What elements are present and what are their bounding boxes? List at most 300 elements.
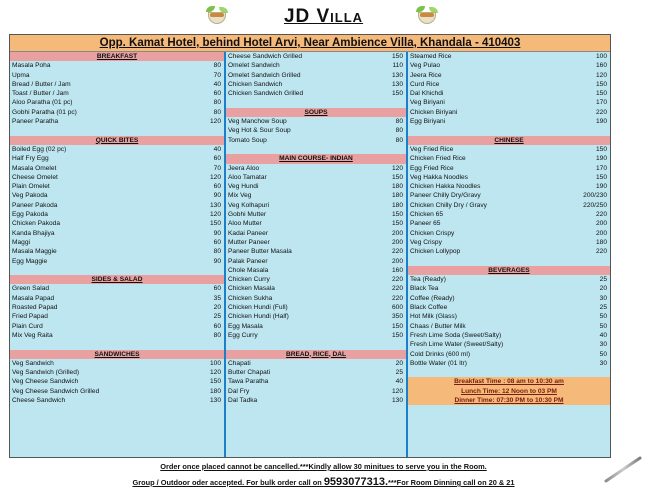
menu-item: [10, 294, 224, 303]
menu-item: [408, 350, 610, 359]
section-heading: BREAD, RICE, DAL: [226, 350, 406, 359]
page-title: JD Villa: [283, 6, 364, 27]
menu-item-price: 120: [209, 369, 221, 377]
menu-item-price: 350: [391, 313, 403, 321]
menu-item: [226, 396, 406, 405]
menu-item-price: 150: [595, 80, 607, 88]
menu-item-name: Masala Maggie: [12, 248, 57, 256]
menu-item-price: 60: [213, 322, 221, 330]
menu-item-price: 30: [599, 359, 607, 367]
menu-item: [10, 322, 224, 331]
menu-item-price: 150: [391, 331, 403, 339]
menu-item: [10, 229, 224, 238]
footer-note-bulk-order: [0, 476, 647, 488]
menu-item-name: Chicken Hundi (Full): [228, 304, 288, 312]
menu-item: [10, 89, 224, 98]
menu-item-name: Maggi: [12, 238, 30, 246]
menu-item-price: 150: [391, 173, 403, 181]
menu-item-price: 220: [391, 248, 403, 256]
menu-item-name: Veg Biriyani: [410, 99, 445, 107]
address-bar: Opp. Kamat Hotel, behind Hotel Arvi, Near Ambience Villa, Khandala - 410403: [10, 35, 610, 52]
menu-item-name: Veg Pakoda: [12, 192, 48, 200]
section-heading: QUICK BITES: [10, 136, 224, 145]
menu-item-price: 60: [213, 238, 221, 246]
menu-item-name: Chicken Hakka Noodles: [410, 183, 481, 191]
menu-item-price: 150: [209, 220, 221, 228]
menu-item-price: 160: [391, 266, 403, 274]
menu-item: [226, 80, 406, 89]
menu-item-name: Black Coffee: [410, 304, 448, 312]
menu-item-name: Kadai Paneer: [228, 229, 268, 237]
menu-item: [226, 229, 406, 238]
menu-item: [226, 182, 406, 191]
section-heading: SANDWICHES: [10, 350, 224, 359]
menu-item: [10, 98, 224, 107]
menu-item: [10, 154, 224, 163]
menu-item-name: Chicken Masala: [228, 285, 275, 293]
menu-item: [10, 145, 224, 154]
menu-item-name: Veg Sandwich (Grilled): [12, 369, 80, 377]
menu-item-name: Dal Fry: [228, 387, 250, 395]
menu-item-price: 120: [391, 164, 403, 172]
menu-item-price: 180: [391, 192, 403, 200]
menu-item-name: Egg Masala: [228, 322, 263, 330]
menu-item-price: 180: [209, 387, 221, 395]
menu-item-name: Upma: [12, 71, 30, 79]
menu-item-name: Veg Hot & Sour Soup: [228, 127, 291, 135]
spacer-row: [10, 340, 224, 349]
menu-item-price: 130: [209, 396, 221, 404]
menu-item-price: 200: [391, 229, 403, 237]
menu-item-name: Chicken 65: [410, 211, 443, 219]
menu-item-name: Masala Omelet: [12, 164, 57, 172]
menu-item: [226, 368, 406, 377]
menu-item: [408, 210, 610, 219]
menu-item: [408, 322, 610, 331]
menu-item: [10, 238, 224, 247]
menu-item-price: 150: [595, 90, 607, 98]
menu-item-name: Jeera Aloo: [228, 164, 260, 172]
menu-item: [408, 294, 610, 303]
menu-item-price: 150: [391, 322, 403, 330]
menu-item-name: Boiled Egg (02 pc): [12, 145, 67, 153]
menu-item-price: 220/250: [583, 201, 607, 209]
service-time: Breakfast Time : 08 am to 10:30 am: [408, 377, 610, 386]
menu-item: [408, 201, 610, 210]
menu-item-price: 40: [213, 80, 221, 88]
menu-item-name: Gobhi Mutter: [228, 211, 267, 219]
menu-item: [408, 340, 610, 349]
menu-item: [10, 396, 224, 405]
menu-item-price: 170: [595, 164, 607, 172]
menu-item-name: Chicken Pakoda: [12, 220, 61, 228]
menu-item-price: 80: [395, 136, 403, 144]
menu-item-price: 25: [599, 304, 607, 312]
menu-item-name: Cheese Sandwich: [12, 396, 66, 404]
menu-item: [10, 387, 224, 396]
menu-item-name: Green Salad: [12, 285, 50, 293]
menu-item-name: Masala Poha: [12, 62, 51, 70]
menu-item-name: Cold Drinks (600 ml): [410, 350, 471, 358]
menu-item: [10, 284, 224, 293]
menu-item: [10, 331, 224, 340]
menu-item: [408, 71, 610, 80]
menu-item-name: Fresh Lime Soda (Sweet/Salty): [410, 331, 502, 339]
menu-item-price: 200: [391, 257, 403, 265]
menu-item: [10, 71, 224, 80]
menu-item-name: Egg Fried Rice: [410, 164, 454, 172]
menu-item-price: 150: [595, 145, 607, 153]
section-heading: SOUPS: [226, 108, 406, 117]
menu-item-name: Chicken Sukha: [228, 294, 273, 302]
menu-item-price: 190: [595, 155, 607, 163]
menu-item-name: Paneer 65: [410, 220, 441, 228]
menu-item: [408, 238, 610, 247]
menu-item-name: Chicken Sandwich: [228, 80, 283, 88]
menu-item-price: 30: [599, 294, 607, 302]
menu-item-name: Chicken Hundi (Half): [228, 313, 289, 321]
menu-item-name: Jeera Rice: [410, 71, 442, 79]
menu-item-name: Dal Khichdi: [410, 90, 444, 98]
menu-item-name: Steamed Rice: [410, 53, 452, 60]
menu-item-name: Tomato Soup: [228, 136, 267, 144]
menu-item-name: Bread / Butter / Jam: [12, 80, 71, 88]
menu-item-name: Chapati: [228, 359, 251, 367]
menu-item-price: 220: [595, 108, 607, 116]
menu-item-price: 70: [213, 71, 221, 79]
menu-item-price: 600: [391, 304, 403, 312]
menu-item-price: 80: [213, 99, 221, 107]
menu-item: [226, 266, 406, 275]
menu-item: [10, 117, 224, 126]
footer-room-dining-text: ***For Room Dinning call on 20 & 21: [388, 478, 515, 487]
menu-item-name: Chicken Chilly Dry / Gravy: [410, 201, 487, 209]
menu-item: [226, 219, 406, 228]
menu-item: [10, 368, 224, 377]
menu-item-price: 50: [599, 350, 607, 358]
menu-item-price: 130: [209, 201, 221, 209]
menu-item-name: Egg Biriyani: [410, 118, 446, 126]
menu-item: [408, 284, 610, 293]
menu-item-price: 40: [599, 331, 607, 339]
menu-item: [408, 312, 610, 321]
menu-item: [10, 219, 224, 228]
menu-item: [226, 387, 406, 396]
section-heading: BEVERAGES: [408, 266, 610, 275]
menu-item-price: 220: [595, 211, 607, 219]
menu-item: [10, 201, 224, 210]
menu-item: [408, 98, 610, 107]
service-time: Lunch Time: 12 Noon to 03 PM: [408, 387, 610, 396]
menu-item-name: Veg Sandwich: [12, 359, 54, 367]
menu-item-name: Tawa Paratha: [228, 378, 269, 386]
menu-item: [408, 191, 610, 200]
menu-item: [10, 182, 224, 191]
menu-item: [226, 201, 406, 210]
menu-item: [226, 331, 406, 340]
menu-item: [10, 257, 224, 266]
menu-item-name: Plain Omelet: [12, 183, 50, 191]
menu-item-name: Chicken Biriyani: [410, 108, 458, 116]
spacer-row: [408, 126, 610, 135]
menu-item-price: 50: [599, 322, 607, 330]
section-heading: MAIN COURSE- INDIAN: [226, 154, 406, 163]
menu-item-price: 200: [595, 220, 607, 228]
menu-item-price: 30: [599, 341, 607, 349]
menu-item: [10, 312, 224, 321]
menu-item-name: Cheese Omelet: [12, 173, 58, 181]
menu-item-name: Chicken Fried Rice: [410, 155, 466, 163]
menu-item: [226, 136, 406, 145]
menu-item-price: 180: [391, 183, 403, 191]
menu-item-name: Egg Pakoda: [12, 211, 48, 219]
menu-item-price: 150: [391, 90, 403, 98]
menu-item-name: Half Fry Egg: [12, 155, 49, 163]
menu-item-price: 170: [595, 99, 607, 107]
menu-item-name: Chicken Sandwich Grilled: [228, 90, 304, 98]
menu-item-price: 200/230: [583, 192, 607, 200]
menu-item: [408, 229, 610, 238]
phone-number[interactable]: 9593077313.: [323, 476, 389, 488]
menu-item-name: Cheese Sandwich Grilled: [228, 53, 303, 60]
menu-item: [226, 359, 406, 368]
menu-item-price: 60: [213, 90, 221, 98]
menu-item-name: Fried Papad: [12, 313, 48, 321]
menu-item-price: 25: [213, 313, 221, 321]
menu-item-name: Tea (Ready): [410, 276, 446, 284]
menu-item: [10, 173, 224, 182]
menu-item-name: Coffee (Ready): [410, 294, 455, 302]
menu-item: [226, 284, 406, 293]
footer-bulk-text: Group / Outdoor oder accepted. For bulk order call on: [132, 478, 324, 487]
menu-item-price: 150: [391, 53, 403, 60]
menu-item: [10, 191, 224, 200]
menu-item-name: Curd Rice: [410, 80, 440, 88]
menu-item-price: 80: [213, 108, 221, 116]
menu-item-name: Palak Paneer: [228, 257, 268, 265]
menu-item-price: 220: [391, 276, 403, 284]
menu-item-price: 50: [599, 313, 607, 321]
menu-item: [10, 80, 224, 89]
menu-item-price: 40: [395, 378, 403, 386]
menu-item: [226, 238, 406, 247]
menu-item-price: 100: [595, 53, 607, 60]
menu-item-price: 80: [395, 118, 403, 126]
menu-item-price: 120: [209, 211, 221, 219]
menu-item: [408, 108, 610, 117]
menu-item-price: 120: [595, 71, 607, 79]
menu-item-name: Mix Veg Raita: [12, 331, 53, 339]
menu-item-name: Black Tea: [410, 285, 439, 293]
menu-item-price: 100: [209, 359, 221, 367]
menu-item-name: Egg Curry: [228, 331, 258, 339]
menu-item: [10, 210, 224, 219]
section-heading: SIDES & SALAD: [10, 275, 224, 284]
menu-item: [226, 117, 406, 126]
menu-item-name: Paneer Paratha: [12, 118, 59, 126]
menu-item-price: 60: [213, 155, 221, 163]
menu-item: [226, 210, 406, 219]
menu-item-price: 90: [213, 257, 221, 265]
menu-item: [408, 61, 610, 70]
menu-item-price: 150: [391, 211, 403, 219]
menu-column-2: [226, 52, 406, 457]
menu-item: [408, 117, 610, 126]
menu-item-name: Mutter Paneer: [228, 238, 270, 246]
menu-item: [408, 154, 610, 163]
menu-item-name: Paneer Butter Masala: [228, 248, 292, 256]
menu-item-price: 150: [391, 220, 403, 228]
menu-item-name: Veg Pulao: [410, 62, 441, 70]
menu-item-name: Veg Cheese Sandwich Grilled: [12, 387, 100, 395]
menu-item: [226, 322, 406, 331]
menu-item: [408, 219, 610, 228]
menu-item-name: Dal Tadka: [228, 396, 258, 404]
section-heading: BREAKFAST: [10, 52, 224, 61]
menu-item-name: Fresh Lime Water (Sweet/Salty): [410, 341, 504, 349]
menu-item-name: Masala Papad: [12, 294, 55, 302]
menu-item-price: 25: [599, 276, 607, 284]
menu-item-price: 60: [213, 285, 221, 293]
menu-item-name: Mix Veg: [228, 192, 252, 200]
menu-item-name: Butter Chapati: [228, 369, 271, 377]
menu-item-name: Veg Kolhapuri: [228, 201, 270, 209]
section-heading: CHINESE: [408, 136, 610, 145]
menu-item-name: Aloo Mutter: [228, 220, 262, 228]
menu-item-price: 60: [213, 183, 221, 191]
spacer-row: [226, 145, 406, 154]
menu-item-price: 70: [213, 164, 221, 172]
menu-item: [226, 303, 406, 312]
menu-item-price: 160: [595, 62, 607, 70]
spacer-row: [408, 368, 610, 377]
menu-item-price: 20: [213, 304, 221, 312]
menu-item-name: Veg Cheese Sandwich: [12, 378, 79, 386]
menu-item-price: 220: [595, 248, 607, 256]
tea-cup-icon: [415, 6, 441, 26]
menu-item: [226, 173, 406, 182]
menu-item: [10, 164, 224, 173]
menu-item-price: 20: [395, 359, 403, 367]
menu-item: [408, 275, 610, 284]
menu-item-price: 130: [391, 71, 403, 79]
menu-column-1: [10, 52, 224, 457]
menu-item-name: Veg Fried Rice: [410, 145, 454, 153]
menu-item-price: 40: [213, 145, 221, 153]
menu-item-name: Chicken Curry: [228, 276, 270, 284]
menu-item-price: 130: [391, 396, 403, 404]
menu-item: [226, 294, 406, 303]
menu-item: [226, 164, 406, 173]
menu-item-name: Veg Crispy: [410, 238, 442, 246]
menu-item-name: Bottle Water (01 ltr): [410, 359, 467, 367]
menu-item-price: 80: [213, 331, 221, 339]
menu-item: [10, 108, 224, 117]
spacer-row: [10, 126, 224, 135]
header: [0, 0, 647, 34]
spacer-row: [408, 257, 610, 266]
menu-item-name: Toast / Butter / Jam: [12, 90, 69, 98]
menu-item-price: 180: [391, 201, 403, 209]
menu-item-price: 190: [595, 118, 607, 126]
menu-item: [408, 303, 610, 312]
menu-item: [226, 52, 406, 61]
menu-item-price: 80: [213, 248, 221, 256]
menu-item: [408, 164, 610, 173]
menu-item-price: 35: [213, 294, 221, 302]
menu-item-price: 80: [213, 62, 221, 70]
menu-item-name: Paneer Pakoda: [12, 201, 58, 209]
menu-item-price: 200: [391, 238, 403, 246]
menu-item-price: 25: [395, 369, 403, 377]
service-time: Dinner Time: 07:30 PM to 10:30 PM: [408, 396, 610, 405]
menu-item: [226, 126, 406, 135]
spacer-row: [226, 98, 406, 107]
menu-item-name: Veg Manchow Soup: [228, 118, 287, 126]
menu-item: [226, 275, 406, 284]
footer-note-cancellation: Order once placed cannot be cancelled.***Kindly allow 30 minitues to serve you in the Room.: [160, 462, 487, 471]
menu-item: [10, 377, 224, 386]
menu-item: [408, 89, 610, 98]
menu-item: [226, 191, 406, 200]
menu-item-price: 220: [391, 294, 403, 302]
menu-item: [408, 182, 610, 191]
menu-item-price: 150: [595, 173, 607, 181]
menu-item: [10, 303, 224, 312]
menu-item: [10, 247, 224, 256]
spacer-row: [10, 266, 224, 275]
menu-item-price: 180: [595, 238, 607, 246]
menu-item: [226, 89, 406, 98]
menu-item-price: 190: [595, 183, 607, 191]
menu-item-price: 90: [213, 192, 221, 200]
menu-item-price: 200: [595, 229, 607, 237]
menu-item: [226, 377, 406, 386]
menu-item: [408, 80, 610, 89]
menu-item-name: Omelet Sandwich: [228, 62, 280, 70]
menu-item-name: Chicken Crispy: [410, 229, 455, 237]
menu-item-price: 80: [395, 127, 403, 135]
menu-item-price: 110: [392, 62, 403, 70]
menu-item: [408, 52, 610, 61]
menu-item: [408, 359, 610, 368]
menu-item: [10, 61, 224, 70]
menu-item: [226, 71, 406, 80]
spacer-row: [226, 340, 406, 349]
menu-item-price: 150: [209, 378, 221, 386]
menu-item: [226, 61, 406, 70]
menu-item-name: Egg Maggie: [12, 257, 48, 265]
menu-item: [408, 331, 610, 340]
menu-item-name: Gobhi Paratha (01 pc): [12, 108, 77, 116]
menu-item-name: Hot Milk (Glass): [410, 313, 457, 321]
menu-item: [10, 359, 224, 368]
menu-item-price: 120: [209, 118, 221, 126]
menu-item-price: 90: [213, 229, 221, 237]
menu-item-name: Chaas / Butter Milk: [410, 322, 466, 330]
menu-item-name: Aloo Tamatar: [228, 173, 267, 181]
menu-item-price: 220: [391, 285, 403, 293]
menu-item-price: 130: [391, 80, 403, 88]
menu-item: [226, 312, 406, 321]
menu-item-name: Roasted Papad: [12, 304, 58, 312]
menu-item-name: Paneer Chilly Dry/Gravy: [410, 192, 481, 200]
menu-item-name: Chole Masala: [228, 266, 269, 274]
menu-item-name: Veg Hakka Noodles: [410, 173, 468, 181]
menu-item-name: Plain Curd: [12, 322, 43, 330]
menu-item-price: 120: [209, 173, 221, 181]
menu-item-name: Kanda Bhajiya: [12, 229, 55, 237]
